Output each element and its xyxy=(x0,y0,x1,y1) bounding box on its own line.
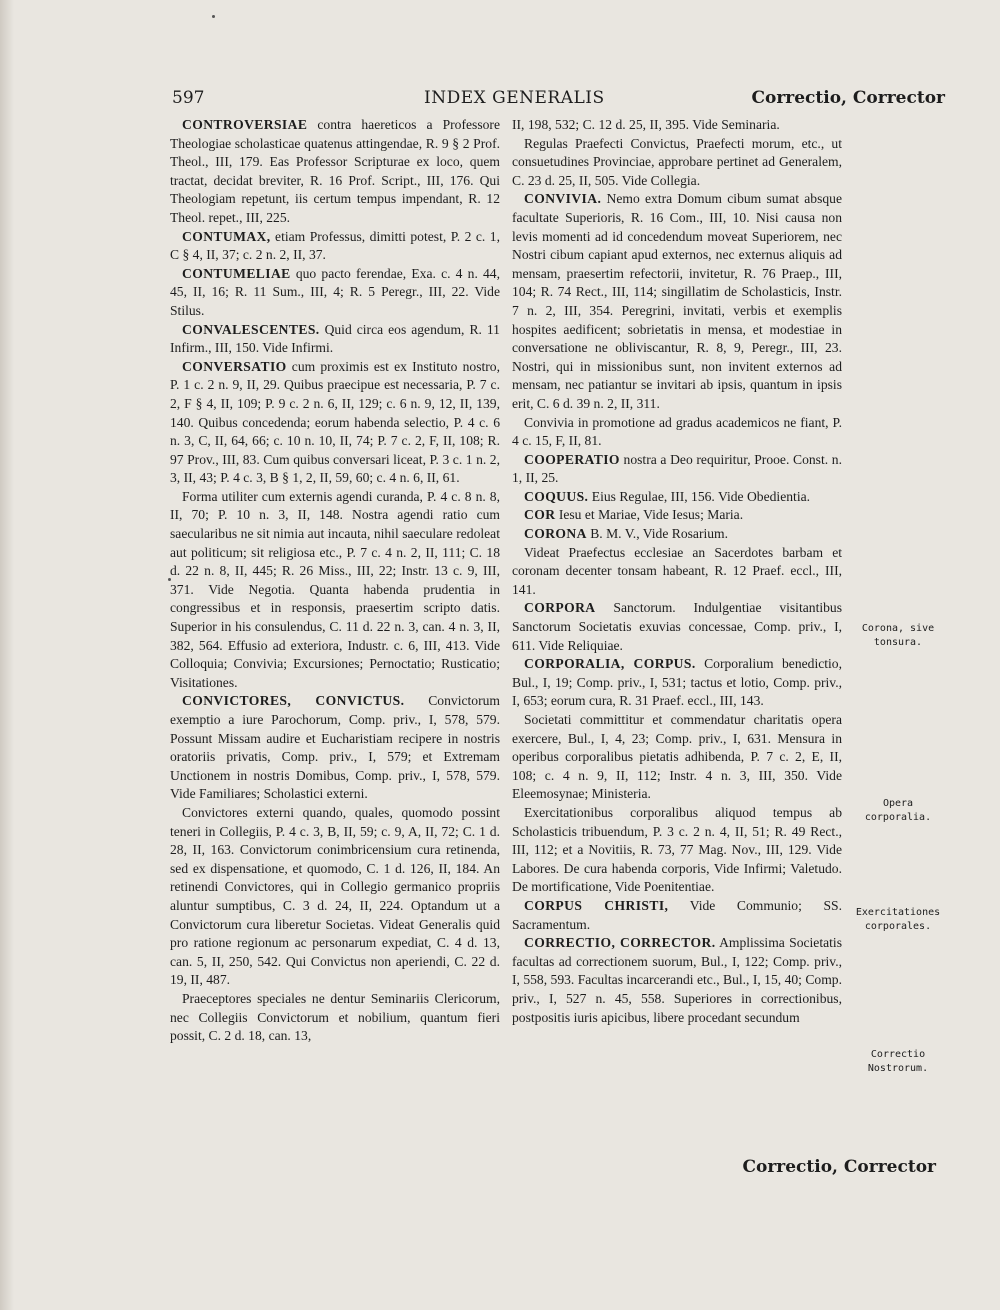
index-entry xyxy=(170,990,500,1046)
entry-text: Amplissima Societatis facultas ad correctionem suorum, Bul., I, 122; Comp. priv., I, 558, 593. Facultas incarcerandi etc., Bul., I, 15, 40; Comp. priv., I, 527 n. 45, 558. Superiores in correctionibus, postpositis iuris apicibus, libere procedant secundum xyxy=(512,935,842,1025)
entry-text: B. M. V., Vide Rosarium. xyxy=(590,526,729,542)
entry-text: Vide Communio; SS. Sacramentum. xyxy=(512,897,842,932)
running-head: Correctio, Corrector xyxy=(751,88,945,108)
index-entry xyxy=(512,190,842,413)
entry-text: Regulas Praefecti Convictus, Praefecti morum, etc., ut consuetudines Provinciae, approbare pertinet ad Generalem, C. 23 d. 25, II, 505. Vide Collegia. xyxy=(512,135,842,188)
margin-note: Opera corporalia. xyxy=(864,798,932,823)
index-entry xyxy=(170,228,500,265)
index-entry xyxy=(512,544,842,600)
margin-note: Corona, sive tonsura. xyxy=(861,623,935,648)
index-entry xyxy=(512,488,842,507)
entry-text: Convictorum exemptio a iure Parochorum, Comp. priv., I, 578, 579. Possunt Missam audire et Eucharistiam recipere in nostris oratoriis privatis, Comp. priv., I, 579; et Extremam Unctionem in nostris Domibus, Comp. priv., I, 578, 579. Vide Familiares; Scholastici externi. xyxy=(170,693,500,802)
index-entry xyxy=(512,711,842,804)
entry-text: Praeceptores speciales ne dentur Seminariis Clericorum, nec Collegiis Convictorum et nobilium, quantum fieri possit, C. 2 d. 18, can. 13, xyxy=(170,990,500,1044)
index-entry xyxy=(512,897,842,934)
index-entry xyxy=(512,599,842,655)
index-entry xyxy=(512,414,842,451)
entry-text: nostra a Deo requiritur, Prooe. Const. n. 1, II, 25. xyxy=(512,451,842,486)
index-entry xyxy=(170,116,500,228)
entry-text: Convictores externi quando, quales, quomodo possint teneri in Collegiis, P. 4 c. 3, B, II, 59; c. 9, A, II, 72; C. 1 d. 28, II, 163. Convictorum conimbricensium cura retinenda, sed ex dispensatione, et quomodo, C. 1 d. 126, II, 184. An retinendi Convictores, qui in Collegio germanico propriis aluntur sumptibus, C. 3 d. 24, II, 224. Optandum ut a Convictorum cura liberetur Societas. Videat Generalis quid pro ratione regionum ac personarum expediat, C. 4 d. 13, can. 5, II, 250, 542. Qui Convictus non aperiendi, C. 22 d. 19, II, 487. xyxy=(170,804,500,988)
page-header xyxy=(172,88,945,114)
entry-headword: CONTUMELIAE xyxy=(182,265,291,281)
index-entry xyxy=(512,506,842,525)
entry-text: Quid circa eos agendum, R. 11 Infirm., III, 150. Vide Infirmi. xyxy=(170,321,500,356)
entry-text: Videat Praefectus ecclesiae an Sacerdotes barbam et coronam decenter tonsam habeant, R. 12 Praef. eccl., III, 141. xyxy=(512,544,842,597)
page-number: 597 xyxy=(172,88,205,108)
margin-notes xyxy=(848,0,948,1310)
catchword: Correctio, Corrector xyxy=(742,1157,936,1177)
index-entry xyxy=(170,488,500,693)
entry-headword: CORPUS CHRISTI, xyxy=(524,897,669,913)
index-entry xyxy=(170,358,500,488)
index-entry xyxy=(512,804,842,897)
ink-speck xyxy=(212,15,215,18)
entry-text: Convivia in promotione ad gradus academicos ne fiant, P. 4 c. 15, F, II, 81. xyxy=(512,414,842,449)
entry-headword: COOPERATIO xyxy=(524,451,620,467)
entry-text: cum proximis est ex Instituto nostro, P. 1 c. 2 n. 9, II, 29. Quibus praecipue est necessaria, P. 7 c. 2, F § 4, II, 109; P. 9 c. 2 n. 6, II, 129; c. 6 n. 9, 12, II, 139, 140. Quibus concedenda; eorum habenda selectio, P. 4 c. 6 n. 3, C, II, 64, 66; c. 10 n. 10, II, 74; P. 7 c. 2, F, II, 108; R. 97 Prov., III, 83. Cum quibus conversari liceat, P. 3 c. 1 n. 2, 3, II, 43; P. 4 c. 3, B § 1, 2, II, 59, 60; c. 4 n. 6, II, 61. xyxy=(170,358,500,486)
index-entry xyxy=(512,451,842,488)
index-entry xyxy=(170,804,500,990)
entry-headword: CONVIVIA. xyxy=(524,191,602,207)
entry-headword: CONVERSATIO xyxy=(182,358,287,374)
binding-shadow xyxy=(0,0,14,1310)
margin-note: Correctio Nostrorum. xyxy=(867,1049,929,1074)
index-entry xyxy=(512,116,842,135)
index-entry xyxy=(512,135,842,191)
entry-text: contra haereticos a Professore Theologiae scholasticae quatenus attingendae, R. 9 § 2 Prof. Theol., III, 179. Eas Professor Scripturae ex loco, quem tractat, decidat breviter, R. 16 Prof. Script., III, 176. Qui Theologiam repetunt, iis certum tempus impendant, R. 12 Theol. repet., III, 225. xyxy=(170,117,500,225)
entry-text: Exercitationibus corporalibus aliquod tempus ab Scholasticis tribuendum, P. 3 c. 2 n. 4, II, 51; R. 49 Rect., III, 112; et a Novitiis, R. 73, 77 Mag. Nov., III, 129. Vide Labores. De cura habenda corporis, Vide Infirmi; Valetudo. De mortificatione, Vide Poenitentiae. xyxy=(512,804,842,895)
entry-headword: CORPORALIA, CORPUS. xyxy=(524,656,696,672)
entry-text: Forma utiliter cum externis agendi curanda, P. 4 c. 8 n. 8, II, 70; P. 10 n. 3, II, 148. Nostra agendi ratio cum saecularibus ne sit nimia aut incauta, nihil saeculare redoleat aut politicum; sit religiosa etc., P. 7 c. 4 n. 2, II, 111; C. 18 d. 22 n. 8, II, 445; R. 26 Miss., III, 22; Instr. 13 c. 9, III, 371. Vide Negotia. Quanta habenda prudentia in congressibus et in responsis, praesertim scripto datis. Superior in his consulendus, C. 11 d. 22 n. 3, can. 4 n. 3, II, 382, 564. Effusio ad exteriora, Industr. c. 6, III, 413. Vide Colloquia; Convivia; Excursiones; Pernoctatio; Rusticatio; Visitationes. xyxy=(170,488,500,690)
entry-headword: CONTROVERSIAE xyxy=(182,117,308,132)
entry-text: Societati committitur et commendatur charitatis opera exercere, Bul., I, 4, 23; Comp. priv., I, 631. Mensura in operibus corporalibus pietatis adhibenda, P. 7 c. 2, E, II, 108; c. 4 n. 9, II, 112; Instr. 4 n. 3, III, 350. Vide Eleemosynae; Ministeria. xyxy=(512,712,842,802)
right-column xyxy=(512,116,842,1027)
index-entry xyxy=(170,692,500,804)
entry-headword: CONTUMAX, xyxy=(182,228,271,244)
entry-text: Corporalium benedictio, Bul., I, 19; Comp. priv., I, 531; tactus et lotio, Comp. priv., I, 653; eorum cura, R. 31 Praef. eccl., III, 143. xyxy=(512,656,843,709)
entry-headword: CONVICTORES, CONVICTUS. xyxy=(182,693,405,709)
entry-text: Eius Regulae, III, 156. Vide Obedientia. xyxy=(591,488,811,504)
index-entry xyxy=(170,265,500,321)
index-entry xyxy=(170,321,500,358)
entry-text: Iesu et Mariae, Vide Iesus; Maria. xyxy=(558,507,744,523)
index-entry xyxy=(512,934,842,1027)
index-entry xyxy=(512,655,842,711)
entry-headword: CONVALESCENTES. xyxy=(182,321,320,337)
entry-text: Nemo extra Domum cibum sumat absque facultate Superioris, R. 16 Com., III, 10. Nisi causa non levis momenti ad id concedendum moveat Superiorem, nec Nostri cibum capiant apud externos, nec externus aliquis ad mensam, praesertim refectorii, invitetur, R. 76 Praep., III, 104; R. 74 Rect., III, 114; singillatim de Scholasticis, Instr. 7 n. 2, III, 354. Peregrini, invitati, verbis et exemplis hospites aedificent; sobrietatis in mensa, et modestiae in conversatione ne obliviscantur, R. 8, 9, Peregr., III, 23. Nostri, qui in missionibus sunt, non invitent externos ad mensam, nec patiantur se invitari ab ipsis, quantum in ipsis erit, C. 6 d. 39 n. 2, II, 311. xyxy=(512,191,842,411)
entry-text: etiam Professus, dimitti potest, P. 2 c. 1, C § 4, II, 37; c. 2 n. 2, II, 37. xyxy=(170,228,500,263)
entry-headword: COQUUS. xyxy=(524,488,589,504)
entry-headword: CORRECTIO, CORRECTOR. xyxy=(524,935,716,951)
entry-text: II, 198, 532; C. 12 d. 25, II, 395. Vide Seminaria. xyxy=(512,117,780,132)
entry-text: Sanctorum. Indulgentiae visitantibus Sanctorum Societatis exuvias concessae, Comp. priv., I, 611. Vide Reliquiae. xyxy=(512,600,843,653)
left-column xyxy=(170,116,500,1046)
running-title: INDEX GENERALIS xyxy=(424,88,605,108)
margin-note: Exercitationes corporales. xyxy=(855,907,941,932)
entry-headword: COR xyxy=(524,507,556,523)
entry-headword: CORPORA xyxy=(524,600,596,616)
entry-headword: CORONA xyxy=(524,526,587,542)
entry-text: quo pacto ferendae, Exa. c. 4 n. 44, 45, II, 16; R. 11 Sum., III, 4; R. 5 Peregr., III, 22. Vide Stilus. xyxy=(170,265,501,318)
index-entry xyxy=(512,525,842,544)
